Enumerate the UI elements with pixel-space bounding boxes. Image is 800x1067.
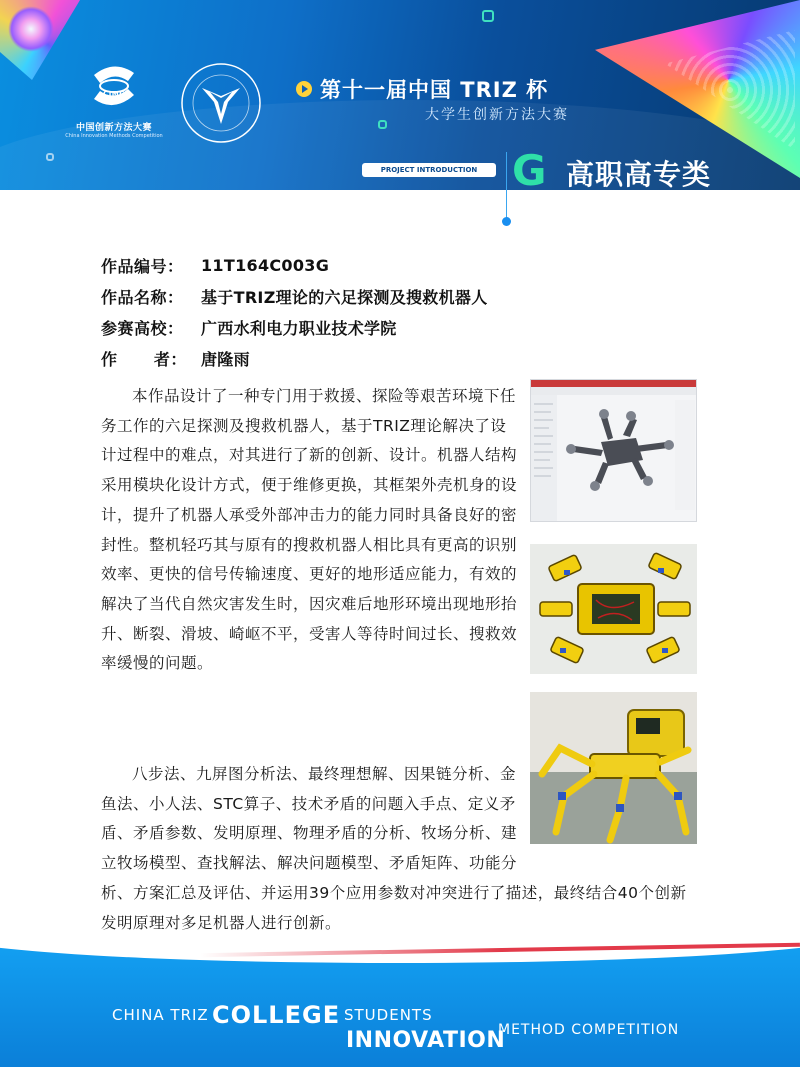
footer-text-method-competition: METHOD COMPETITION	[498, 1022, 680, 1038]
category-letter: G	[512, 146, 547, 190]
triz-competition-logo-icon	[180, 62, 262, 144]
meta-label: 作品编号：	[101, 257, 184, 276]
decorative-square	[46, 153, 54, 161]
project-id: 11T164C003G	[201, 256, 330, 275]
meta-label: 参赛高校：	[101, 319, 184, 338]
project-introduction-tag: PROJECT INTRODUCTION	[362, 163, 496, 177]
meta-row-name	[101, 281, 488, 312]
robot-field-drawing	[530, 692, 697, 844]
project-name: 基于TRIZ理论的六足探测及搜救机器人	[201, 288, 488, 307]
cimc-logo-label: CIMC	[103, 90, 125, 98]
footer-text-college: COLLEGE	[212, 1001, 341, 1029]
robot-cad-image	[530, 379, 697, 522]
competition-title	[296, 74, 548, 104]
meta-row-id	[101, 250, 488, 281]
footer-text-innovation: INNOVATION	[346, 1028, 506, 1053]
decorative-square	[378, 120, 387, 129]
description-paragraph-1: 本作品设计了一种专门用于救援、探险等艰苦环境下任务工作的六足探测及搜救机器人，基于TRIZ理论解决了设计过程中的难点，对其进行了新的创新、设计。机器人结构采用模块化设计方式，便于维修更换，其框架外壳机身的设计，提升了机器人承受外部冲击力的能力同时具备良好的密封性。整机轻巧其与原有的搜救机器人相比具有更高的识别效率、更快的信号传输速度、更好的地形适应能力，有效的解决了当代自然灾害发生时，因灾难后地形环境出现地形抬升、断裂、滑坡、崎岖不平，受害人等待时间过长、搜救效率缓慢的问题。	[101, 387, 518, 673]
robot-cad-drawing	[531, 380, 697, 522]
decorative-triangle-left	[0, 0, 80, 80]
description-paragraph-2: 八步法、九屏图分析法、最终理想解、因果链分析、金鱼法、小人法、STC算子、技术矛盾的问题入手点、定义矛盾、矛盾参数、发明原理、物理矛盾的分析、牧场分析、建立牧场模型、查找解法、解决问题模型、矛盾矩阵、功能分析、方案汇总及评估、并运用39个应用参数对冲突进行了描述，最终结合40个创新发明原理对多足机器人进行创新。	[101, 765, 687, 932]
play-icon	[296, 81, 312, 97]
meta-label: 作品名称：	[101, 288, 184, 307]
competition-title-text: 第十一届中国 TRIZ 杯	[320, 78, 549, 102]
meta-label: 作 者：	[101, 350, 187, 369]
footer-text-students: STUDENTS	[344, 1006, 433, 1024]
meta-row-school	[101, 312, 488, 343]
cimc-logo-subtitle: China Innovation Methods Competition	[65, 133, 163, 139]
category-name: 高职高专类	[566, 158, 712, 190]
header-divider-dot	[502, 217, 511, 226]
school-name: 广西水利电力职业技术学院	[201, 319, 397, 338]
cimc-logo-title: 中国创新方法大赛	[75, 123, 152, 133]
decorative-square	[482, 10, 494, 22]
project-meta	[101, 250, 488, 374]
competition-subtitle: 大学生创新方法大赛	[425, 107, 569, 123]
page-header	[0, 0, 800, 190]
meta-row-author	[101, 343, 488, 374]
author-name: 唐隆雨	[201, 350, 250, 369]
footer-text-china-triz: CHINA TRIZ	[112, 1006, 209, 1024]
header-divider	[506, 152, 507, 220]
robot-field-photo	[530, 692, 697, 844]
robot-top-view-photo	[530, 544, 697, 674]
robot-top-view-drawing	[530, 544, 697, 674]
